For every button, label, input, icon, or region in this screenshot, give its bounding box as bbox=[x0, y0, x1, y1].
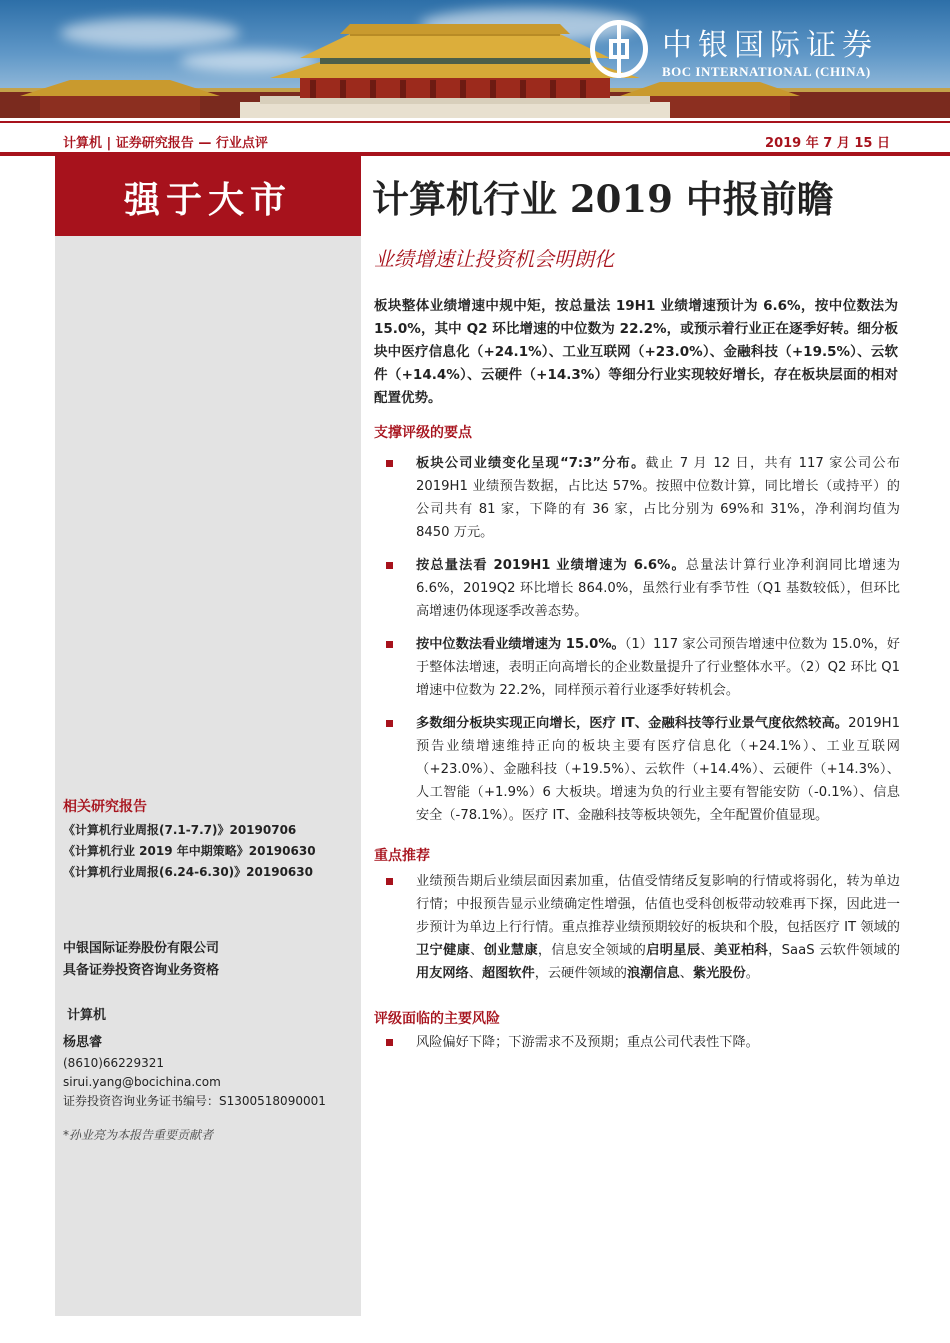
support-point-text: 2019H1 预告业绩增速维持正向的板块主要有医疗信息化（+24.1%）、工业互联网（+23.0%）、金融科技（+19.5%）、云软件（+14.4%）、云硬件（+14.3%）、人工智能（+1.9%）6 大板块。增速为负的行业主要有智能安防（-0.1%）、信息安全（-78.1%）。医疗 IT、金融科技等板块领先，全年配置价值显现。 bbox=[416, 716, 900, 823]
analyst-license: 证券投资咨询业务证书编号：S1300518090001 bbox=[63, 1094, 326, 1108]
rating-label: 强于大市 bbox=[123, 179, 292, 221]
related-report-item[interactable]: 《计算机行业 2019 年中期策略》20190630 bbox=[63, 844, 316, 858]
support-point-lead: 多数细分板块实现正向增长，医疗 IT、金融科技等行业景气度依然较高。 bbox=[416, 716, 849, 731]
risk-text-content: 风险偏好下降；下游需求不及预期；重点公司代表性下降。 bbox=[416, 1035, 759, 1050]
recommend-text-part: 、 bbox=[468, 966, 482, 981]
header-divider bbox=[0, 121, 950, 123]
report-subtitle: 业绩增速让投资机会明朗化 bbox=[374, 247, 614, 271]
support-points-list bbox=[372, 452, 900, 827]
support-point bbox=[372, 712, 900, 827]
contributor-note: *孙业亮为本报告重要贡献者 bbox=[63, 1128, 214, 1142]
support-point-text: 总量法计算行业净利润同比增速为 6.6%，2019Q2 环比增长 864.0%，虽然行业有季节性（Q1 基数较低），但环比高增速仍体现逐季改善态势。 bbox=[416, 558, 901, 619]
bullet-square-icon bbox=[386, 878, 393, 885]
analyst-email[interactable]: sirui.yang@bocichina.com bbox=[63, 1075, 221, 1089]
bullet-square-icon bbox=[386, 641, 393, 648]
risk-block bbox=[372, 1031, 900, 1054]
recommend-block bbox=[372, 870, 900, 985]
recommend-text-part: 、 bbox=[700, 943, 714, 958]
stock-name: 卫宁健康 bbox=[416, 943, 471, 958]
related-reports-list bbox=[55, 820, 361, 883]
analyst-phone: (8610)66229321 bbox=[63, 1056, 164, 1070]
risk-text bbox=[372, 1031, 900, 1054]
brand-logo-block bbox=[590, 18, 910, 88]
company-info bbox=[63, 938, 219, 982]
stock-name: 创业慧康 bbox=[483, 943, 538, 958]
support-points-title: 支撑评级的要点 bbox=[374, 425, 472, 441]
report-summary: 板块整体业绩增速中规中矩，按总量法 19H1 业绩增速预计为 6.6%，按中位数法为 15.0%，其中 Q2 环比增速的中位数为 22.2%，或预示着行业正在逐季好转。细分板块中医疗信息化（+24.1%）、工业互联网（+23.0%）、金融科技（+19.5%）、云软件（+14.4%）、云硬件（+14.3%）等细分行业实现较好增长，存在板块层面的相对配置优势。 bbox=[374, 298, 898, 406]
support-point bbox=[372, 554, 900, 623]
bullet-square-icon bbox=[386, 720, 393, 727]
sidebar bbox=[55, 156, 361, 1316]
related-reports-title: 相关研究报告 bbox=[63, 799, 147, 815]
recommend-text-part: 、 bbox=[679, 966, 693, 981]
related-report-item[interactable]: 《计算机行业周报(6.24-6.30)》20190630 bbox=[63, 865, 313, 879]
stock-name: 超图软件 bbox=[481, 966, 535, 981]
stock-name: 紫光股份 bbox=[692, 966, 746, 981]
support-point-text: （1）117 家公司预告增速中位数为 15.0%，好于整体法增速，表明正向高增长的企业数量提升了行业整体水平。（2）Q2 环比 Q1 增速中位数为 22.2%，同样预示着行业逐季好转机会。 bbox=[416, 637, 900, 698]
header-banner bbox=[0, 0, 950, 118]
recommend-text-part: ，信息安全领域的 bbox=[537, 943, 647, 958]
stock-name: 浪潮信息 bbox=[627, 966, 680, 981]
support-point-lead: 按总量法看 2019H1 业绩增速为 6.6%。 bbox=[416, 558, 686, 573]
bullet-square-icon bbox=[386, 562, 393, 569]
stock-name: 美亚柏科 bbox=[713, 943, 769, 958]
risk-title: 评级面临的主要风险 bbox=[374, 1011, 500, 1027]
support-point-lead: 按中位数法看业绩增速为 15.0%。 bbox=[416, 637, 625, 652]
recommend-title: 重点推荐 bbox=[374, 848, 430, 864]
analyst-name: 杨思睿 bbox=[63, 1035, 103, 1050]
bullet-square-icon bbox=[386, 460, 393, 467]
report-category: 计算机 | 证券研究报告 — 行业点评 bbox=[63, 136, 268, 151]
rating-box bbox=[55, 156, 361, 236]
recommend-text-part: ，云硬件领域的 bbox=[534, 966, 627, 981]
recommend-text-part: 、 bbox=[470, 943, 484, 958]
support-point-lead: 板块公司业绩变化呈现“7:3”分布。 bbox=[416, 456, 646, 471]
company-name: 中银国际证券股份有限公司 bbox=[63, 941, 220, 956]
analyst-info bbox=[63, 1032, 326, 1111]
brand-name-cn: 中银国际证券 bbox=[662, 28, 878, 63]
recommend-text-part: ，SaaS 云软件领域的 bbox=[768, 943, 901, 958]
support-point bbox=[372, 452, 900, 544]
support-point-text: 截止 7 月 12 日，共有 117 家公司公布 2019H1 业绩预告数据，占比达 57%。按照中位数计算，同比增长（或持平）的公司共有 81 家，下降的有 36 家，占比分别为 69%和 31%，净利润均值为 8450 万元。 bbox=[416, 456, 900, 540]
recommend-text bbox=[372, 870, 900, 985]
recommend-text-part: 。 bbox=[745, 966, 759, 981]
support-point bbox=[372, 633, 900, 702]
report-title: 计算机行业 2019 中报前瞻 bbox=[372, 177, 834, 221]
recommend-text-part: 业绩预告期后业绩层面因素加重，估值受情绪反复影响的行情或将弱化，转为单边行情；中报预告显示业绩确定性增强，估值也受科创板带动较难再下探，因此进一步预计为单边上行行情。重点推荐业绩预期较好的板块和个股，包括医疗 IT 领域的 bbox=[416, 874, 900, 935]
company-qualification: 具备证券投资咨询业务资格 bbox=[63, 963, 220, 978]
stock-name: 用友网络 bbox=[416, 966, 469, 981]
brand-name-en: BOC INTERNATIONAL (CHINA) bbox=[662, 64, 871, 79]
report-date: 2019 年 7 月 15 日 bbox=[765, 136, 890, 151]
bullet-square-icon bbox=[386, 1039, 393, 1046]
analyst-sector: 计算机 bbox=[67, 1008, 107, 1023]
related-report-item[interactable]: 《计算机行业周报(7.1-7.7)》20190706 bbox=[63, 823, 297, 837]
boc-logo-icon bbox=[590, 20, 648, 78]
stock-name: 启明星辰 bbox=[646, 943, 701, 958]
